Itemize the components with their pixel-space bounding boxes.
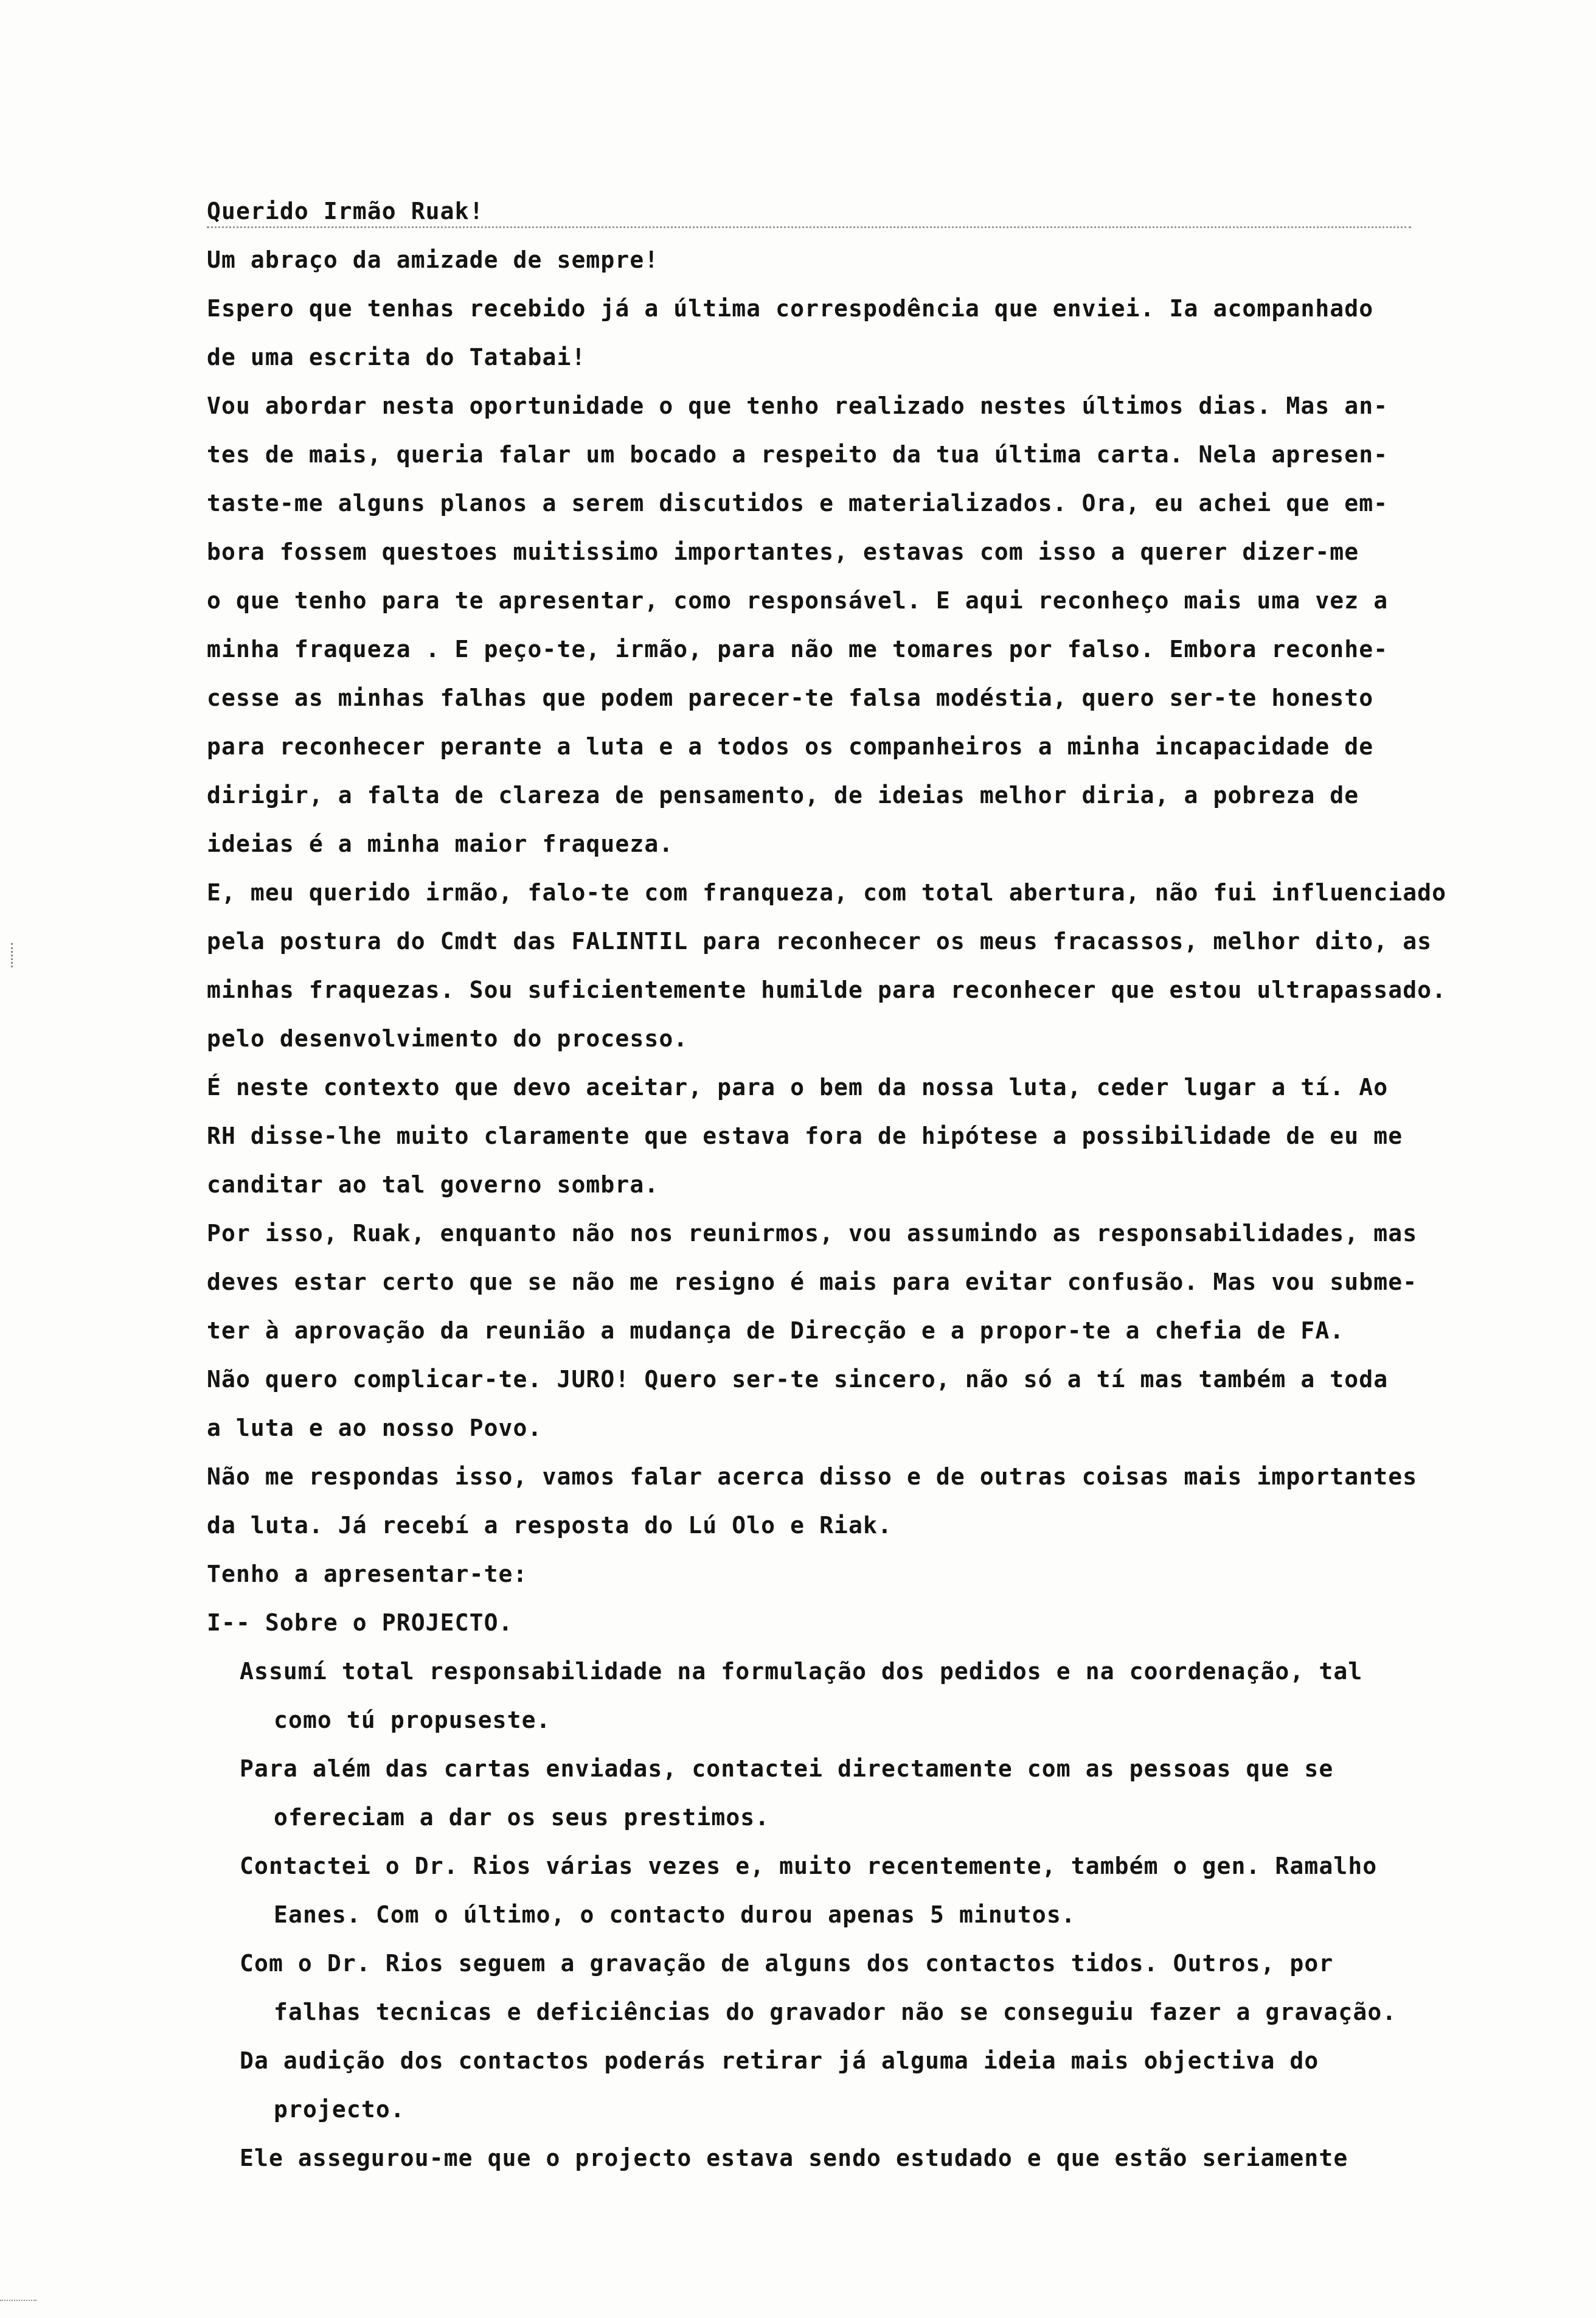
section-heading: I-- Sobre o PROJECTO. [207,1609,513,1636]
letter-line: o que tenho para te apresentar, como responsável. E aqui reconheço mais uma vez a [207,587,1389,614]
letter-line: a luta e ao nosso Povo. [207,1415,543,1441]
letter-line: projecto. [274,2096,405,2123]
letter-line: dirigir, a falta de clareza de pensamento, de ideias melhor diria, a pobreza de [207,782,1359,809]
letter-line: ter à aprovação da reunião a mudança de Direcção e a propor-te a chefia de FA. [207,1317,1345,1344]
letter-line: Espero que tenhas recebido já a última correspodência que enviei. Ia acompanhado [207,295,1374,322]
margin-mark [11,943,16,967]
letter-line: Tenho a apresentar-te: [207,1561,528,1587]
letter-line: deves estar certo que se não me resigno é mais para evitar confusão. Mas vou subme- [207,1269,1418,1295]
letter-line: ofereciam a dar os seus prestimos. [274,1804,770,1831]
letter-line: pelo desenvolvimento do processo. [207,1025,689,1052]
letter-line: bora fossem questoes muitissimo importantes, estavas com isso a querer dizer-me [207,538,1359,565]
letter-line: taste-me alguns planos a serem discutidos e materializados. Ora, eu achei que em- [207,490,1389,517]
letter-line: Não me respondas isso, vamos falar acerca disso e de outras coisas mais importantes [207,1463,1418,1490]
letter-line: Assumí total responsabilidade na formulação dos pedidos e na coordenação, tal [240,1658,1363,1685]
letter-line: cesse as minhas falhas que podem parecer-te falsa modéstia, quero ser-te honesto [207,684,1374,711]
letter-line: RH disse-lhe muito claramente que estava fora de hipótese a possibilidade de eu me [207,1122,1403,1149]
letter-line: como tú propuseste. [274,1707,551,1733]
letter-line: Da audição dos contactos poderás retirar já alguma ideia mais objectiva do [240,2047,1319,2074]
letter-line: E, meu querido irmão, falo-te com franqueza, com total abertura, não fui influenciado [207,879,1447,906]
letter-line: falhas tecnicas e deficiências do gravador não se conseguiu fazer a gravação. [274,1999,1397,2025]
letter-line: tes de mais, queria falar um bocado a respeito da tua última carta. Nela apresen- [207,441,1389,468]
letter-line: Com o Dr. Rios seguem a gravação de alguns dos contactos tidos. Outros, por [240,1950,1334,1977]
letter-line: Contactei o Dr. Rios várias vezes e, muito recentemente, também o gen. Ramalho [240,1853,1378,1879]
letter-line: É neste contexto que devo aceitar, para o bem da nossa luta, ceder lugar a tí. Ao [207,1074,1389,1101]
letter-line: para reconhecer perante a luta e a todos os companheiros a minha incapacidade de [207,733,1374,760]
letter-line: Um abraço da amizade de sempre! [207,246,659,273]
letter-greeting: Querido Irmão Ruak! [207,198,484,224]
letter-line: canditar ao tal governo sombra. [207,1171,659,1198]
letter-line: Por isso, Ruak, enquanto não nos reunirmos, vou assumindo as responsabilidades, mas [207,1220,1418,1247]
letter-line: ideias é a minha maior fraqueza. [207,830,674,857]
letter-line: pela postura do Cmdt das FALINTIL para reconhecer os meus fracassos, melhor dito, as [207,928,1432,955]
letter-line: Eanes. Com o último, o contacto durou apenas 5 minutos. [274,1901,1076,1928]
greeting-dotted-rule [207,226,1411,228]
letter-line: minhas fraquezas. Sou suficientemente humilde para reconhecer que estou ultrapassado. [207,976,1447,1003]
letter-line: Para além das cartas enviadas, contactei directamente com as pessoas que se [240,1755,1334,1782]
letter-line: Vou abordar nesta oportunidade o que tenho realizado nestes últimos dias. Mas an- [207,392,1389,419]
letter-line: Ele assegurou-me que o projecto estava sendo estudado e que estão seriamente [240,2145,1348,2171]
letter-line: de uma escrita do Tatabai! [207,344,586,371]
letter-line: Não quero complicar-te. JURO! Quero ser-te sincero, não só a tí mas também a toda [207,1366,1389,1393]
bottom-mark [0,2300,36,2301]
letter-line: da luta. Já recebí a resposta do Lú Olo e Riak. [207,1512,892,1539]
letter-line: minha fraqueza . E peço-te, irmão, para não me tomares por falso. Embora reconhe- [207,636,1389,663]
